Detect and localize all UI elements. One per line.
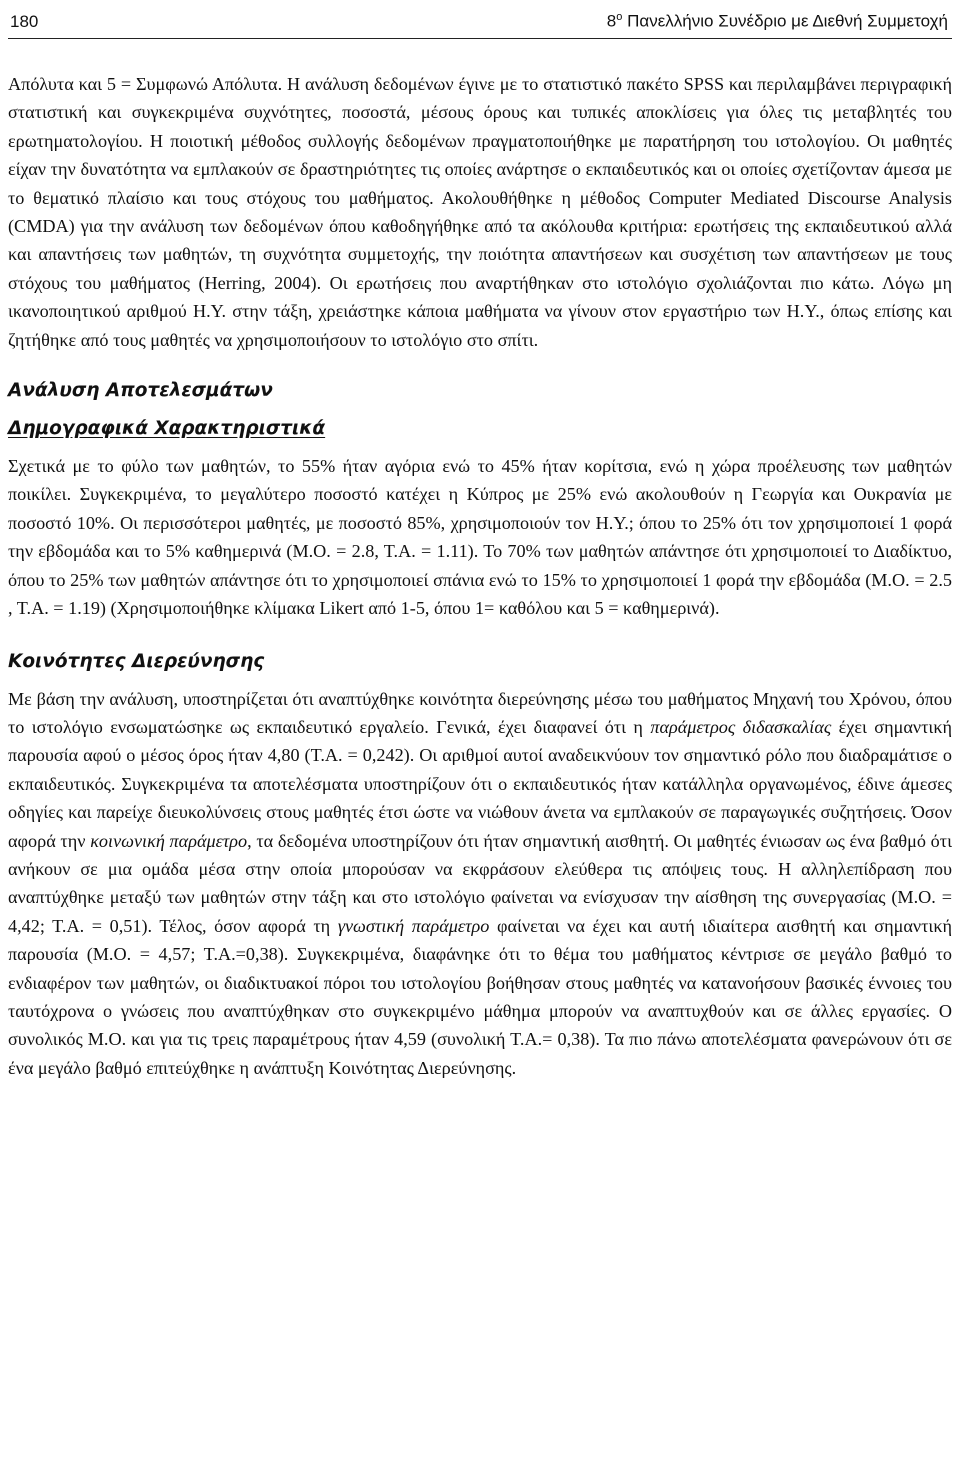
conference-title — [607, 11, 952, 32]
conference-ordinal: 8 — [606, 12, 617, 31]
demographics-paragraph: Σχετικά με το φύλο των μαθητών, το 55% ήταν αγόρια ενώ το 45% ήταν κορίτσια, ενώ η χώρα προέλευσης των μαθητών ποικίλει. Συγκεκριμένα, το μεγαλύτερο ποσοστό κατέχει η Κύπρος με 25% ενώ ακολουθούν η Γεωργία και Ουκρανία με ποσοστό 10%. Οι περισσότεροι μαθητές, με ποσοστό 85%, χρησιμοποιούν τον Η.Υ.; όπου το 25% ότι τον χρησιμοποιεί 1 φορά την εβδομάδα και το 5% καθημερινά (Μ.Ο. = 2.8, Τ.Α. = 1.11). Το 70% των μαθητών απάντησε ότι χρησιμοποιεί το Διαδίκτυο, όπου το 25% των μαθητών απάντησε ότι το χρησιμοποιεί σπάνια ενώ το 15% το χρησιμοποιεί 1 φορά την εβδομάδα (Μ.Ο. = 2.5 , Τ.Α. = 1.19) (Χρησιμοποιήθηκε κλίμακα Likert από 1-5, όπου 1= καθόλου και 5 = καθημερινά). — [8, 456, 952, 619]
demographics-heading: Δημογραφικά Χαρακτηριστικά — [8, 418, 326, 440]
page-number: 180 — [10, 12, 39, 31]
results-heading: Ανάλυση Αποτελεσμάτων — [8, 380, 273, 402]
community-paragraph — [8, 685, 952, 1083]
conference-name: Πανελλήνιο Συνέδριο με Διεθνή Συμμετοχή — [622, 12, 948, 31]
community-text-3: , τα δεδομένα υποστηρίζουν ότι ήταν σημαντική αισθητή. Οι μαθητές ένιωσαν ως ένα βαθμό ότι ανήκουν σε μια ομάδα μέσα στην οποία μπορούσαν να εκφράσουν ελεύθερα τις απόψεις τους. Η αλληλεπίδραση που αναπτύχθηκε μεταξύ των μαθητών στην τάξη και στο ιστολόγιο φαίνεται να ενίσχυσαν την αίσθηση της συνεργασίας (Μ.Ο. = 4,42; Τ.Α. = 0,51). Τέλος, όσον αφορά τη — [8, 830, 952, 936]
page-body — [8, 70, 952, 1082]
social-parameter-term: κοινωνική παράμετρο — [90, 830, 248, 851]
intro-paragraph: Απόλυτα και 5 = Συμφωνώ Απόλυτα. Η ανάλυση δεδομένων έγινε με το στατιστικό πακέτο SPSS και περιλαμβάνει περιγραφική στατιστική και συγκεκριμένα συχνότητες, ποσοστά, μέσους όρους και τυπικές αποκλίσεις για όλες τις μεταβλητές του ερωτηματολογίου. Η ποιοτική μέθοδος συλλογής δεδομένων πραγματοποιήθηκε με παρατήρηση του ιστολογίου. Οι μαθητές είχαν την δυνατότητα να εμπλακούν σε δραστηριότητες τις οποίες ανάρτησε ο εκπαιδευτικός και οι οποίες σχετίζονταν άμεσα με το θεματικό πλαίσιο και τους στόχους του μαθήματος. Ακολουθήθηκε η μέθοδος Computer Mediated Discourse Analysis (CMDA) για την ανάλυση των δεδομένων όπου καθοδηγήθηκε από τα ακόλουθα κριτήρια: ερωτήσεις της εκπαιδευτικού αλλά και απαντήσεις των μαθητών, τη συχνότητα συμμετοχής, την ποιότητα απαντήσεων και συσχέτιση των απαντήσεων με τους στόχους του μαθήματος (Herring, 2004). Οι ερωτήσεις που αναρτήθηκαν στο ιστολόγιο σχολιάζονται πιο κάτω. Λόγω μη ικανοποιητικού αριθμού Η.Υ. στην τάξη, χρειάστηκε κάποια μαθήματα να γίνουν στον εργαστήριο των Η.Υ., όπως επίσης και ζητήθηκε από τους μαθητές να χρησιμοποιήσουν το ιστολόγιο στο σπίτι. — [8, 74, 952, 350]
community-text-2: έχει σημαντική παρουσία αφού ο μέσος όρος ήταν 4,80 (Τ.Α. = 0,242). Οι αριθμοί αυτοί αναδεικνύουν τον σημαντικό ρόλο που διαδραμάτισε ο εκπαιδευτικός. Συγκεκριμένα τα αποτελέσματα υποστηρίζουν ότι ο εκπαιδευτικός ήταν κατάλληλα οργανωμένος, έδινε άμεσες οδηγίες και παρείχε διευκολύνσεις στους μαθητές έτσι ώστε να νιώθουν άνετα να εμπλακούν σε παραγωγικές συζητήσεις. Όσον αφορά την — [8, 716, 952, 851]
cognitive-parameter-term: γνωστική παράμετρο — [337, 915, 490, 936]
community-text-1: Με βάση την ανάλυση, υποστηρίζεται ότι αναπτύχθηκε κοινότητα διερεύνησης μέσω του μαθήματος Μηχανή του Χρόνου, όπου το ιστολόγιο ενσωματώσηκε ως εκπαιδευτικό εργαλείο. Γενικά, έχει διαφανεί ότι η — [8, 688, 952, 737]
community-text-4: φαίνεται να έχει και αυτή ιδιαίτερα αισθητή και σημαντική παρουσία (Μ.Ο. = 4,57; Τ.Α.=0,38). Συγκεκριμένα, διαφάνηκε ότι το θέμα του μαθήματος κέντρισε σε μεγάλο βαθμό το ενδιαφέρον των μαθητών, οι διαδικτυακοί πόροι του ιστολογίου βοήθησαν στους μαθητές να κατανοήσουν βασικές έννοιες του ταυτόχρονα ο γνώσεις που αναπτύχθηκαν στο συγκεκριμένο μάθημα μπορούν να αναπτυχθούν και σε άλλες εργασίες. Ο συνολικός Μ.Ο. και για τις τρεις παραμέτρους ήταν 4,59 (συνολική Τ.Α.= 0,38). Τα πιο πάνω αποτελέσματα φανερώνουν ότι σε ένα μεγάλο βαθμό επιτεύχθηκε η ανάπτυξη Κοινότητας Διερεύνησης. — [8, 915, 952, 1078]
ordinal-superscript: ο — [616, 11, 623, 24]
teaching-parameter-term: παράμετρος διδασκαλίας — [650, 716, 832, 737]
page-header — [8, 4, 952, 39]
community-heading: Κοινότητες Διερεύνησης — [8, 650, 265, 672]
